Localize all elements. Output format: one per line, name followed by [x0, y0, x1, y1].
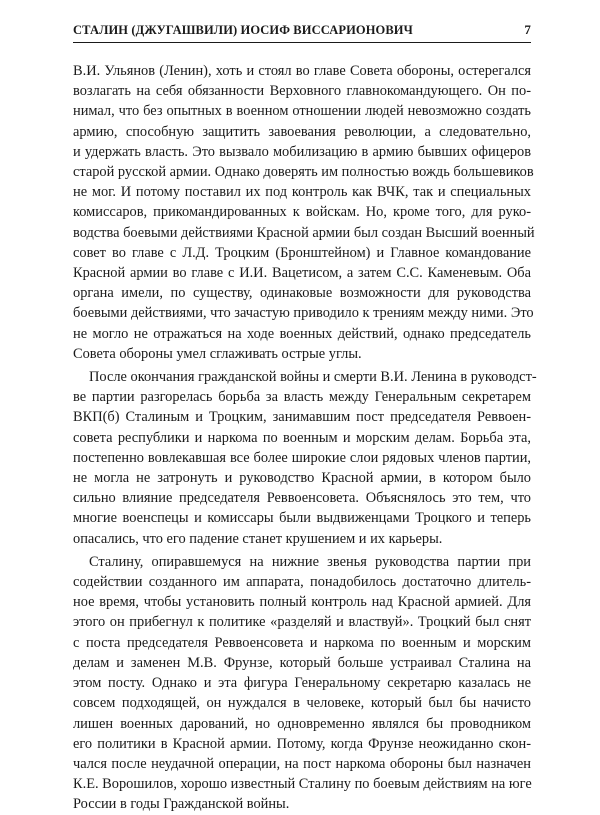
text-line: совета республики и наркома по военным и морским делам. Борьба эта, [73, 429, 531, 446]
text-line: В.И. Ульянов (Ленин), хоть и стоял во главе Совета обороны, остерегался [73, 63, 531, 79]
paragraph [73, 367, 537, 549]
text-line: с поста председателя Реввоенсовета и наркома по военным и морским [73, 634, 531, 651]
paragraph [73, 61, 535, 364]
text-line: После окончания гражданской войны и смерти В.И. Ленина в руководст- [89, 369, 537, 386]
text-line: не мог. И потому поставил их под контроль как ВЧК, так и специальных [73, 184, 531, 201]
running-header [73, 22, 531, 43]
text-line: водства боевыми действиями Красной армии был создан Высший военный [73, 224, 535, 241]
body-text [73, 61, 537, 815]
text-line: опасались, что его падение станет крушением и их карьеры. [73, 530, 443, 547]
text-line: чался после неудачной операции, на пост наркома обороны был назначен [73, 755, 531, 772]
chapter-title: СТАЛИН (ДЖУГАШВИЛИ) ИОСИФ ВИССАРИОНОВИЧ [73, 23, 413, 37]
text-line: совсем подходящей, он нуждался в человеке, который был бы начисто [73, 695, 531, 712]
text-line: сильно влияние председателя Реввоенсовета. Объяснялось это тем, что [73, 490, 531, 507]
text-line: К.Е. Ворошилов, хорошо известный Сталину по боевым действиям на юге [73, 776, 532, 793]
text-line: ве партии разгорелась борьба за власть между Генеральным секретарем [73, 389, 531, 406]
text-line: содействии созданного им аппарата, понадобилось достаточно длитель- [73, 574, 531, 591]
text-line: армию, способную защитить завоевания революции, а следовательно, [73, 123, 531, 140]
text-line: совет во главе с Л.Д. Троцким (Бронштейном) и Главное командование [73, 244, 531, 261]
text-line: этом посту. Однако и эта фигура Генеральному секретарю казалась не [73, 675, 531, 692]
text-line: ное время, чтобы установить полный контроль над Красной армией. Для [73, 594, 531, 611]
text-line: не могла не затронуть и руководство Красной армии, в котором было [73, 470, 531, 487]
text-line: и удержать власть. Это вызвало мобилизацию в армию бывших офицеров [73, 143, 531, 160]
text-line: боевыми действиями, что зачастую приводило к трениям между ними. Это [73, 305, 534, 322]
book-page [73, 22, 537, 815]
text-line: старой русской армии. Однако доверять им полностью вождь большевиков [73, 164, 534, 181]
text-line: нимал, что без опытных в военном отношении людей невозможно создать [73, 103, 531, 120]
text-line: Совета обороны умел сглаживать острые углы. [73, 345, 362, 362]
text-line: лишен военных дарований, но одновременно являлся бы проводником [73, 715, 531, 732]
text-line: не могло не отражаться на ходе военных действий, однако председатель [73, 325, 531, 342]
text-line: постепенно вовлекавшая все более широкие слои рядовых членов партии, [73, 449, 531, 466]
text-line: этого он прибегнул к политике «разделяй и властвуй». Троцкий был снят [73, 614, 531, 631]
text-line: Сталину, опиравшемуся на нижние звенья руководства партии при [89, 553, 531, 570]
text-line: возлагать на себя обязанности Верховного главнокомандующего. Он по- [73, 83, 531, 100]
text-line: ВКП(б) Сталиным и Троцким, занимавшим пост председателя Реввоен- [73, 409, 531, 426]
page-number: 7 [524, 22, 531, 37]
text-line: России в годы Гражданской войны. [73, 796, 290, 813]
text-line: Красной армии во главе с И.И. Вацетисом, а затем С.С. Каменевым. Оба [73, 265, 531, 282]
text-line: его политики в Красной армии. Потому, когда Фрунзе неожиданно скон- [73, 735, 531, 752]
text-line: делам и заменен М.В. Фрунзе, который больше устраивал Сталина на [73, 654, 531, 671]
text-line: органа имели, по существу, одинаковые возможности для руководства [73, 285, 531, 302]
paragraph [73, 552, 531, 815]
text-line: комиссаров, прикомандированных к войскам. Но, кроме того, для руко- [73, 204, 531, 221]
text-line: многие военспецы и комиссары были выдвиженцами Троцкого и теперь [73, 510, 531, 527]
